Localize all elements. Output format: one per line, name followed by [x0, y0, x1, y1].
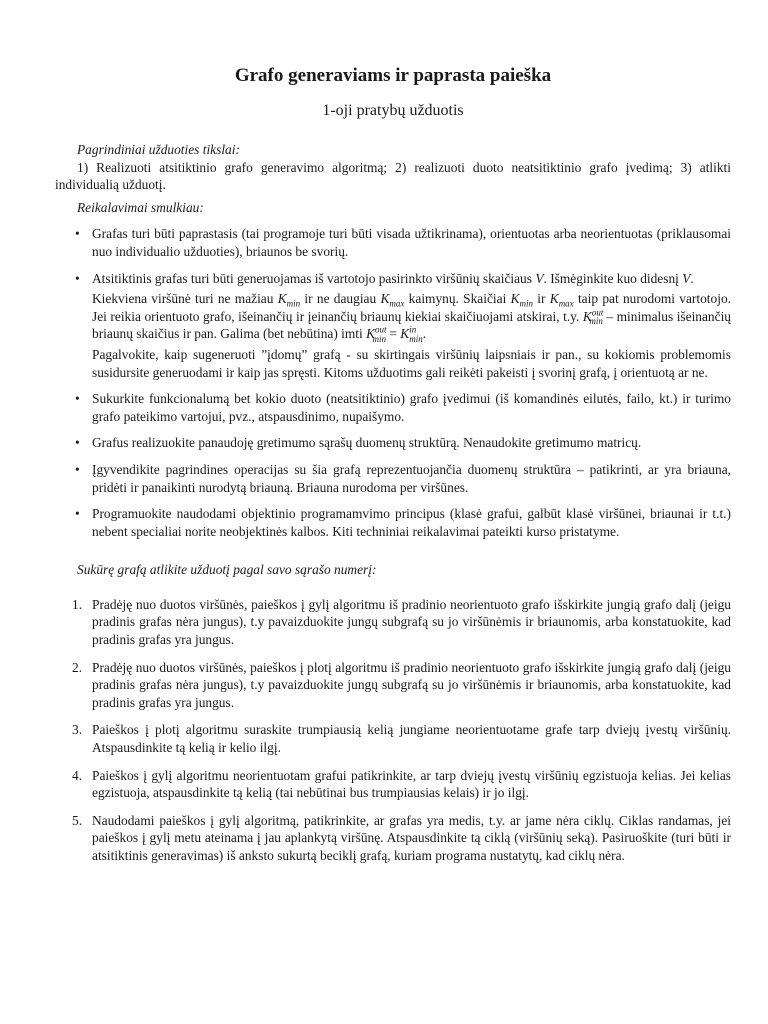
list-item [55, 270, 731, 382]
task-text: Pradėję nuo duotos viršūnės, paieškos į plotį algoritmu iš pradinio neorientuoto grafo išskirkite jungią grafo dalį (jeigu pradinis grafas nėra jungus), t.y pavaizduokite jungų subgrafą su jo viršūnėmis ir briaunomis, arba konstatuokite, kad pradinis grafas yra jungus. [92, 659, 731, 710]
task-text: Paieškos į gylį algoritmu neorientuotam grafui patikrinkite, ar tarp dviejų įvestų viršūnių egzistuoja kelias. Jei kelias egzistuoja, atspausdinkite tą kelią (tai nebūtinai bus trumpiausias kelais) ir jo ilgį. [92, 767, 731, 801]
list-item [55, 461, 731, 496]
list-item-text: Grafas turi būti paprastasis (tai programoje turi būti visada užtikrinama), orientuotas arba neorientuotas (priklausomai nuo individualio užduoties), briaunos be svorių. [92, 226, 731, 259]
bullet: • [75, 391, 80, 407]
task-number: 2. [72, 659, 83, 675]
list-item [55, 225, 731, 260]
list-item-text: Programuokite naudodami objektinio programamvimo principus (klasė grafui, galbūt klasė viršūnei, briaunai ir t.t.) nebent specialiai norite neobjektinės kalbos. Kiti techniniai reikalavimai pateikti kurso pristatyme. [92, 506, 731, 539]
list-item [55, 767, 731, 802]
tasks-list [55, 596, 731, 865]
list-item [55, 721, 731, 756]
list-item-text: Grafus realizuokite panaudoję gretimumo sąrašų duomenų struktūrą. Nenaudokite gretimumo matricų. [92, 435, 642, 451]
requirements-heading: Reikalavimai smulkiau: [77, 199, 204, 215]
requirements-list [55, 225, 731, 540]
k-min: $K_{min}$ [277, 291, 301, 309]
task-number: 5. [72, 812, 83, 828]
task-text: Paieškos į plotį algoritmu suraskite trumpiausią kelią jungiame neorientuotame grafe tarp dviejų įvestų viršūnių. Atspausdinkite tą kelią ir kelio ilgį. [92, 722, 731, 756]
list-item-text: Įgyvendikite pagrindines operacijas su šia grafą reprezentuojančia duomenų struktūra – patikrinti, ar yra briauna, pridėti ir panaikinti nurodytą briauną. Briauna nurodoma per viršūnes. [92, 461, 731, 495]
task-number: 3. [72, 722, 83, 738]
task-number: 4. [72, 767, 83, 783]
list-item [55, 596, 731, 649]
list-item [55, 505, 731, 540]
tasks-heading: Sukūrę grafą atlikite užduotį pagal savo sąrašo numerį: [77, 562, 377, 578]
task-text: Pradėję nuo duotos viršūnės, paieškos į gylį algoritmu iš pradinio neorientuoto grafo išskirkite jungią grafo dalį (jeigu pradinis grafas nėra jungus), t.y pavaizduokite jungų subgrafą su jo viršūnėmis ir briaunomis, arba konstatuokite, kad pradinis grafas yra jungus. [92, 596, 731, 648]
list-item [55, 812, 731, 865]
bullet: • [75, 461, 80, 477]
list-item [55, 390, 731, 425]
k-min-out: $K^{out}_{min}$ [582, 307, 604, 327]
k-max: $K_{max}$ [380, 291, 405, 309]
k-min-in: $K^{in}_{min}$ [400, 324, 423, 345]
goals-heading: Pagrindiniai užduoties tikslai: [77, 142, 240, 157]
task-text: Naudodami paieškos į gylį algoritmą, patikrinkite, ar grafas yra medis, t.y. ar jame nėra ciklų. Ciklas randamas, jei paieškos į gylį metu ateinama į jau aplankytą viršūnę. Atspausdinkite tą ciklą (viršūnių seką). Pasiruoškite (turi būti ir atsitiktinis generavimas) iš anksto sukurtą beciklį grafą, kuriam programa nustatytų, kad ciklų nėra. [92, 812, 731, 863]
k-max: $K_{max}$ [549, 291, 574, 309]
task-number: 1. [72, 596, 83, 612]
document-page [55, 64, 731, 875]
list-item-text: Sukurkite funkcionalumą bet kokio duoto (neatsitiktinio) grafo įvedimui (iš komandinės eilutės, failo, kt.) ir turimo grafo pateikimo vartojui, pvz., atspausdinimo, nupaišymo. [92, 391, 731, 424]
list-item [55, 659, 731, 712]
bullet: • [75, 226, 80, 242]
goals-text: 1) Realizuoti atsitiktinio grafo generavimo algoritmą; 2) realizuoti duoto neatsitiktinio grafo įvedimą; 3) atlikti individualią užduotį. [55, 159, 731, 193]
list-item [55, 434, 731, 452]
k-min-out: $K^{out}_{min}$ [366, 324, 387, 345]
list-item-text: Kiekviena viršūnė turi ne mažiau $K_{min}$ ir ne daugiau $K_{max}$ kaimynų. Skaičiai $K_{min}$ ir $K_{max}$ taip pat nurodomi vartotojo. Jei reikia orientuoto grafo, išeinančių ir įeinančių briaunų kiekiai skaičiuojami atskirai, t.y. $K^{out}_{min}$ – minimalus išeinančių briaunų skaičius ir pan. Galima (bet nebūtina) imti $K^{out}_{min} = K^{in}_{min}$. [92, 291, 731, 345]
bullet: • [75, 435, 80, 451]
list-item-text: Pagalvokite, kaip sugeneruoti ”įdomų” grafą - su skirtingais viršūnių laipsniais ir pan., su kokiomis problemomis susidursite generuodami ir kaip jas spręsti. Kitoms užduotims gali reikėti pakeisti į svorinį grafą, į orientuotą ar ne. [92, 346, 731, 380]
k-min: $K_{min}$ [510, 291, 534, 309]
list-item-text: Atsitiktinis grafas turi būti generuojamas iš vartotojo pasirinkto viršūnių skaičiaus V. Išmėginkite kuo didesnį V. [92, 270, 694, 286]
bullet: • [75, 270, 80, 286]
document-title: Grafo generaviams ir paprasta paieška [234, 65, 552, 86]
document-subtitle: 1-oji pratybų užduotis [322, 102, 464, 119]
bullet: • [75, 506, 80, 522]
